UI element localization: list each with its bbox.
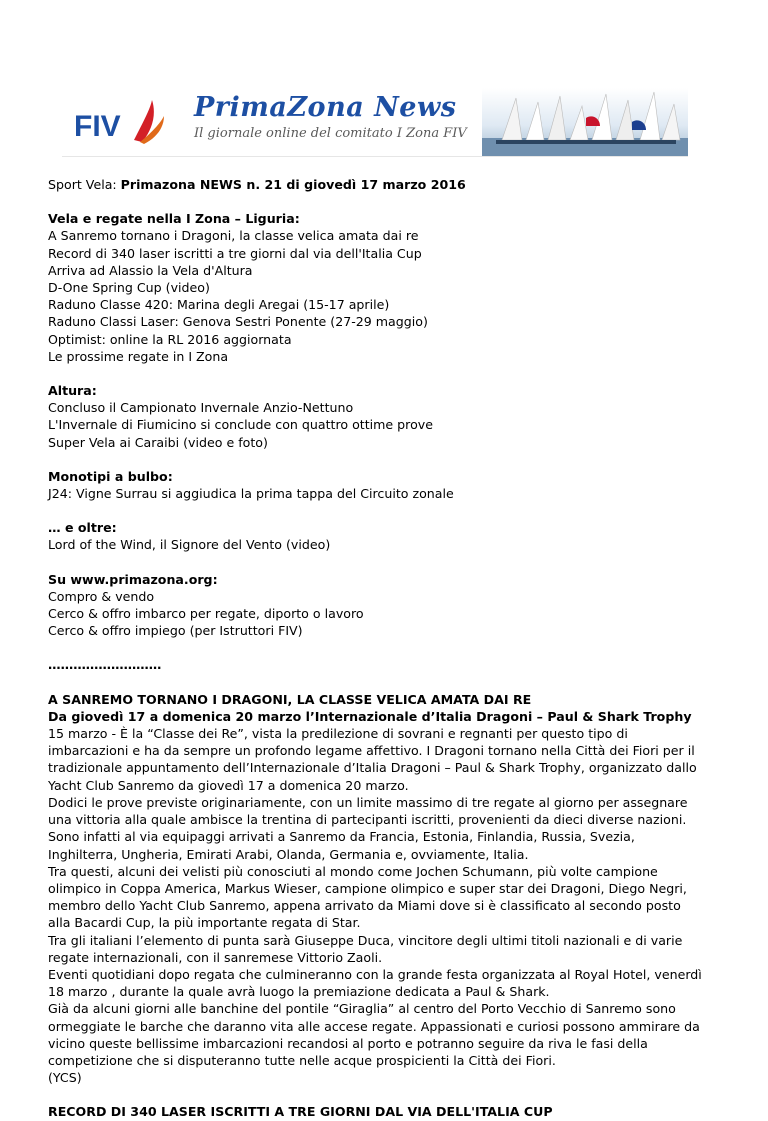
regatta-photo [482,88,688,156]
section-oltre [48,519,728,553]
article-line: olimpico in Coppa America, Markus Wieser, campione olimpico e super star dei Dragoni, Diego Negri, [48,880,687,896]
list-item[interactable]: D-One Spring Cup (video) [48,280,210,296]
article-line: Già da alcuni giorni alle banchine del pontile “Giraglia” al centro del Porto Vecchio di Sanremo sono [48,1001,676,1017]
list-item[interactable]: Raduno Classi Laser: Genova Sestri Ponente (27-29 maggio) [48,314,428,330]
issue-title: Primazona NEWS n. 21 di giovedì 17 marzo 2016 [120,177,466,192]
section-primazona-org [48,571,728,640]
article-line: una vittoria alla quale ambisce la trentina di partecipanti iscritti, provenienti da dieci diverse nazioni. [48,812,687,828]
article-line: alla Bacardi Cup, la più importante regata di Star. [48,915,361,931]
article-line: regate internazionali, con il sanremese Vittorio Zaoli. [48,949,383,965]
fiv-logo-text: FIV [74,110,121,143]
list-item[interactable]: Record di 340 laser iscritti a tre giorni dal via dell'Italia Cup [48,245,422,261]
list-item[interactable]: Cerco & offro impiego (per Istruttori FIV) [48,623,303,639]
section-heading: … e oltre: [48,520,117,536]
article-title: A SANREMO TORNANO I DRAGONI, LA CLASSE VELICA AMATA DAI RE [48,691,532,707]
list-item[interactable]: Optimist: online la RL 2016 aggiornata [48,331,292,347]
section-liguria [48,210,728,365]
list-item[interactable]: Arriva ad Alassio la Vela d'Altura [48,262,253,278]
separator: ……………………… [48,657,162,673]
banner-title: PrimaZona News [194,92,457,123]
article-line: Eventi quotidiani dopo regata che culmineranno con la grande festa organizzata al Royal Hotel, venerdì [48,966,702,982]
article-line: tradizionale appuntamento dell’Internazionale d’Italia Dragoni – Paul & Shark Trophy, organizzato dallo [48,760,697,776]
section-heading: Monotipi a bulbo: [48,468,173,484]
article-line: 18 marzo , durante la quale avrà luogo la premiazione dedicata a Paul & Shark. [48,984,550,1000]
list-item[interactable]: A Sanremo tornano i Dragoni, la classe velica amata dai re [48,228,419,244]
list-item[interactable]: Super Vela ai Caraibi (video e foto) [48,434,268,450]
next-article-title: RECORD DI 340 LASER ISCRITTI A TRE GIORNI DAL VIA DELL'ITALIA CUP [48,1104,553,1120]
article-line: Inghilterra, Ungheria, Emirati Arabi, Olanda, Germania e, ovviamente, Italia. [48,846,529,862]
article-line: membro dello Yacht Club Sanremo, appena arrivato da Miami dove si è classificato al secondo posto [48,898,681,914]
section-heading: Vela e regate nella I Zona – Liguria: [48,211,300,227]
article-line: Sono infatti al via equipaggi arrivati a Sanremo da Francia, Estonia, Finlandia, Russia, Svezia, [48,829,635,845]
section-heading: Su www.primazona.org: [48,571,218,587]
list-item[interactable]: Compro & vendo [48,588,155,604]
list-item[interactable]: Raduno Classe 420: Marina degli Aregai (15-17 aprile) [48,297,390,313]
article [48,691,728,1087]
section-altura [48,382,728,451]
article-line: vicino queste bellissime imbarcazioni recandosi al porto e potranno seguire da riva le fasi della [48,1035,648,1051]
list-item[interactable]: L'Invernale di Fiumicino si conclude con quattro ottime prove [48,417,433,433]
article-subtitle: Da giovedì 17 a domenica 20 marzo l’Internazionale d’Italia Dragoni – Paul & Shark Trophy [48,708,692,724]
article-line: Tra gli italiani l’elemento di punta sarà Giuseppe Duca, vincitore degli ultimi titoli nazionali e di varie [48,932,683,948]
list-item[interactable]: Le prossime regate in I Zona [48,348,229,364]
list-item[interactable]: Cerco & offro imbarco per regate, diporto o lavoro [48,606,364,622]
article-line: ormeggiate le barche che daranno vita alle accese regate. Appassionati e curiosi possono ammirare da [48,1018,700,1034]
newsletter-body [48,176,728,1121]
article-line: Dodici le prove previste originariamente, con un limite massimo di tre regate al giorno per assegnare [48,794,688,810]
section-monotipi [48,468,728,502]
banner-subtitle: Il giornale online del comitato I Zona FIV [194,126,467,141]
article-line: 15 marzo - È la “Classe dei Re”, vista la predilezione di sovrani e regnanti per questo tipo di [48,726,628,742]
fiv-logo [68,94,178,150]
list-item[interactable]: J24: Vigne Surrau si aggiudica la prima tappa del Circuito zonale [48,486,454,502]
article-line: (YCS) [48,1070,82,1086]
issue-line [48,176,728,193]
issue-prefix: Sport Vela: [48,177,121,192]
article-line: imbarcazioni e ha da sempre un profondo legame affettivo. I Dragoni tornano nella Città dei Fiori per il [48,743,695,759]
section-heading: Altura: [48,383,97,399]
list-item[interactable]: Concluso il Campionato Invernale Anzio-Nettuno [48,400,354,416]
article-line: competizione che si disputeranno tutte nelle acque prospicienti la Città dei Fiori. [48,1052,556,1068]
newsletter-banner [62,88,688,157]
article-line: Yacht Club Sanremo da giovedì 17 a domenica 20 marzo. [48,777,409,793]
article-line: Tra questi, alcuni dei velisti più conosciuti al mondo come Jochen Schumann, più volte campione [48,863,658,879]
list-item[interactable]: Lord of the Wind, il Signore del Vento (video) [48,537,331,553]
